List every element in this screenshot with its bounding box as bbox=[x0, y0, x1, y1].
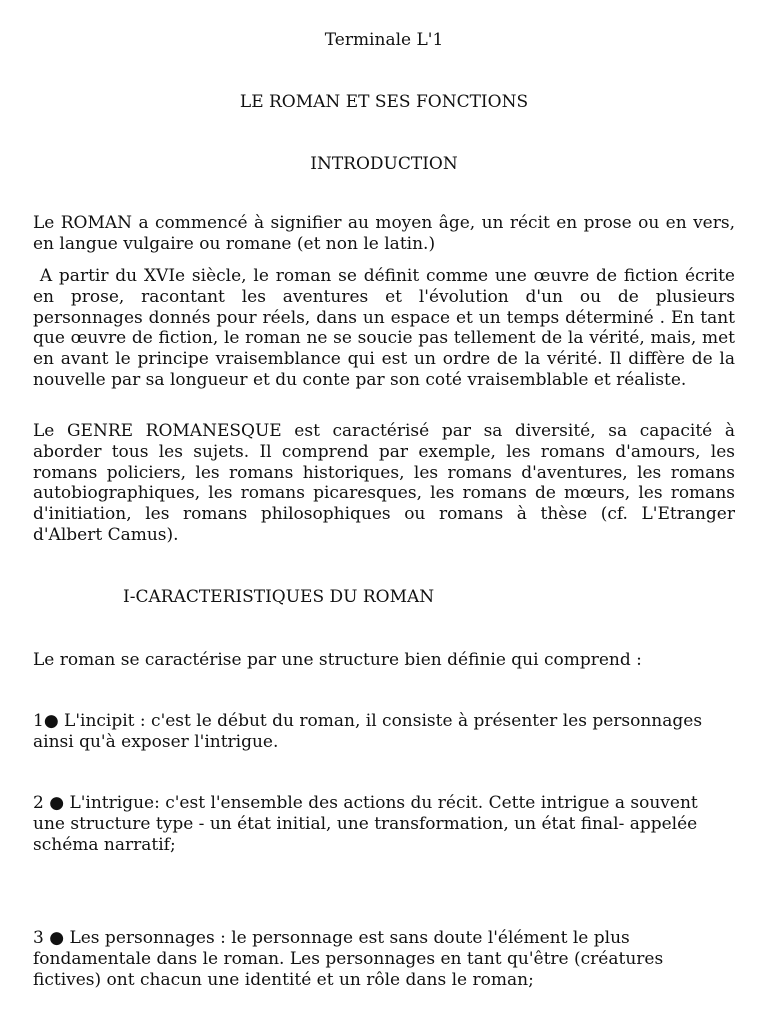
list-item-intrigue: 2 ● L'intrigue: c'est l'ensemble des actions du récit. Cette intrigue a souvent une structure type - un état initial, une transformation, un état final- appelée schéma narratif; bbox=[33, 793, 698, 855]
list-item-incipit: 1● L'incipit : c'est le début du roman, il consiste à présenter les personnages ainsi qu'à exposer l'intrigue. bbox=[33, 711, 703, 752]
intro-paragraph-2: A partir du XVIe siècle, le roman se définit comme une œuvre de fiction écrite en prose, racontant les aventures et l'évolution d'un ou de plusieurs personnages donnés pour réels, dans un espace et un temps déterminé . En tant que œuvre de fiction, le roman ne se soucie pas tellement de la vérité, mais, met en avant le principe vraisemblance qui est un ordre de la vérité. Il diffère de la nouvelle par sa longueur et du conte par son coté vraisemblable et réaliste. bbox=[33, 266, 741, 390]
document-title: LE ROMAN ET SES FONCTIONS bbox=[239, 92, 529, 112]
introduction-heading: INTRODUCTION bbox=[310, 154, 458, 174]
intro-paragraph-3: Le GENRE ROMANESQUE est caractérisé par sa diversité, sa capacité à aborder tous les sujets. Il comprend par exemple, les romans d'amours, les romans policiers, les romans historiques, les romans d'aventures, les romans autobiographiques, les romans picaresques, les romans de mœurs, les romans d'initiation, les romans philosophiques ou romans à thèse (cf. L'Etranger d'Albert Camus). bbox=[33, 421, 735, 545]
section-lead-paragraph: Le roman se caractérise par une structure bien définie qui comprend : bbox=[33, 650, 642, 670]
section-heading-caracteristiques: I-CARACTERISTIQUES DU ROMAN bbox=[123, 587, 435, 607]
class-label: Terminale L'1 bbox=[324, 30, 444, 50]
intro-paragraph-1: Le ROMAN a commencé à signifier au moyen âge, un récit en prose ou en vers, en langue vulgaire ou romane (et non le latin.) bbox=[33, 213, 735, 254]
list-item-personnages: 3 ● Les personnages : le personnage est sans doute l'élément le plus fondamentale dans le roman. Les personnages en tant qu'être (créatures fictives) ont chacun une identité et un rôle dans le roman; bbox=[33, 928, 664, 990]
